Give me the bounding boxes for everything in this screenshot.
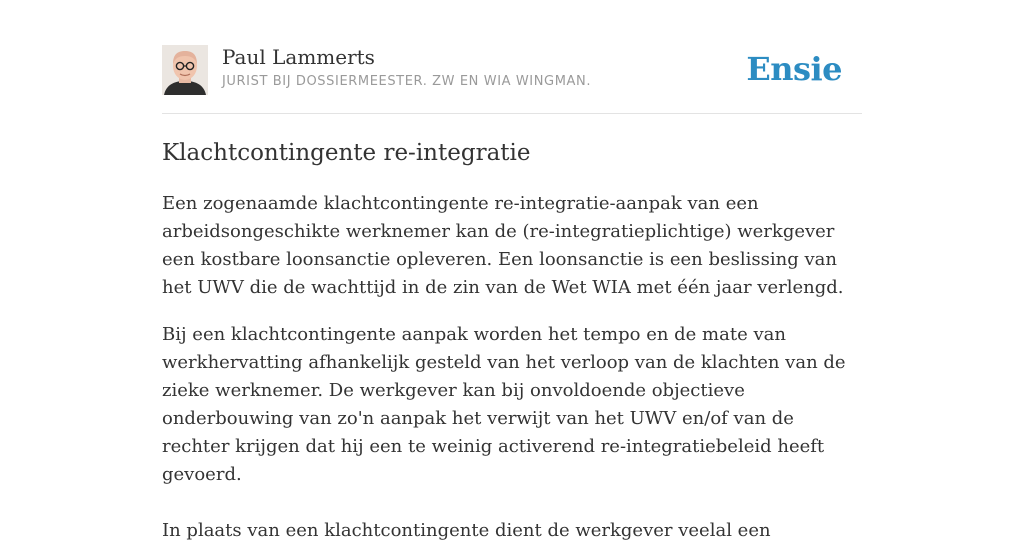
ensie-logo[interactable]: Ensie [746, 50, 842, 88]
person-portrait-icon [162, 45, 208, 95]
article-card [162, 0, 862, 545]
author-header [162, 0, 862, 114]
author-name[interactable]: Paul Lammerts [222, 45, 375, 69]
article-paragraph: Een zogenaamde klachtcontingente re-integratie-aanpak van een arbeidsongeschikte werknemer kan de (re-integratieplichtige) werkgever een kostbare loonsanctie opleveren. Een loonsanctie is een beslissing van het UWV die de wachttijd in de zin van de Wet WIA met één jaar verlengd. [162, 193, 844, 298]
article-paragraph: In plaats van een klachtcontingente dient de werkgever veelal een [162, 520, 771, 541]
article-body [162, 190, 862, 545]
author-tagline: JURIST BIJ DOSSIERMEESTER. ZW EN WIA WINGMAN. [222, 74, 592, 89]
author-avatar[interactable] [162, 45, 208, 95]
article-paragraph: Bij een klachtcontingente aanpak worden het tempo en de mate van werkhervatting afhankelijk gesteld van het verloop van de klachten van de zieke werknemer. De werkgever kan bij onvoldoende objectieve onderbouwing van zo'n aanpak het verwijt van het UWV en/of van de rechter krijgen dat hij een te weinig activerend re-integratiebeleid heeft gevoerd. [162, 324, 846, 485]
article-title: Klachtcontingente re-integratie [162, 140, 531, 166]
